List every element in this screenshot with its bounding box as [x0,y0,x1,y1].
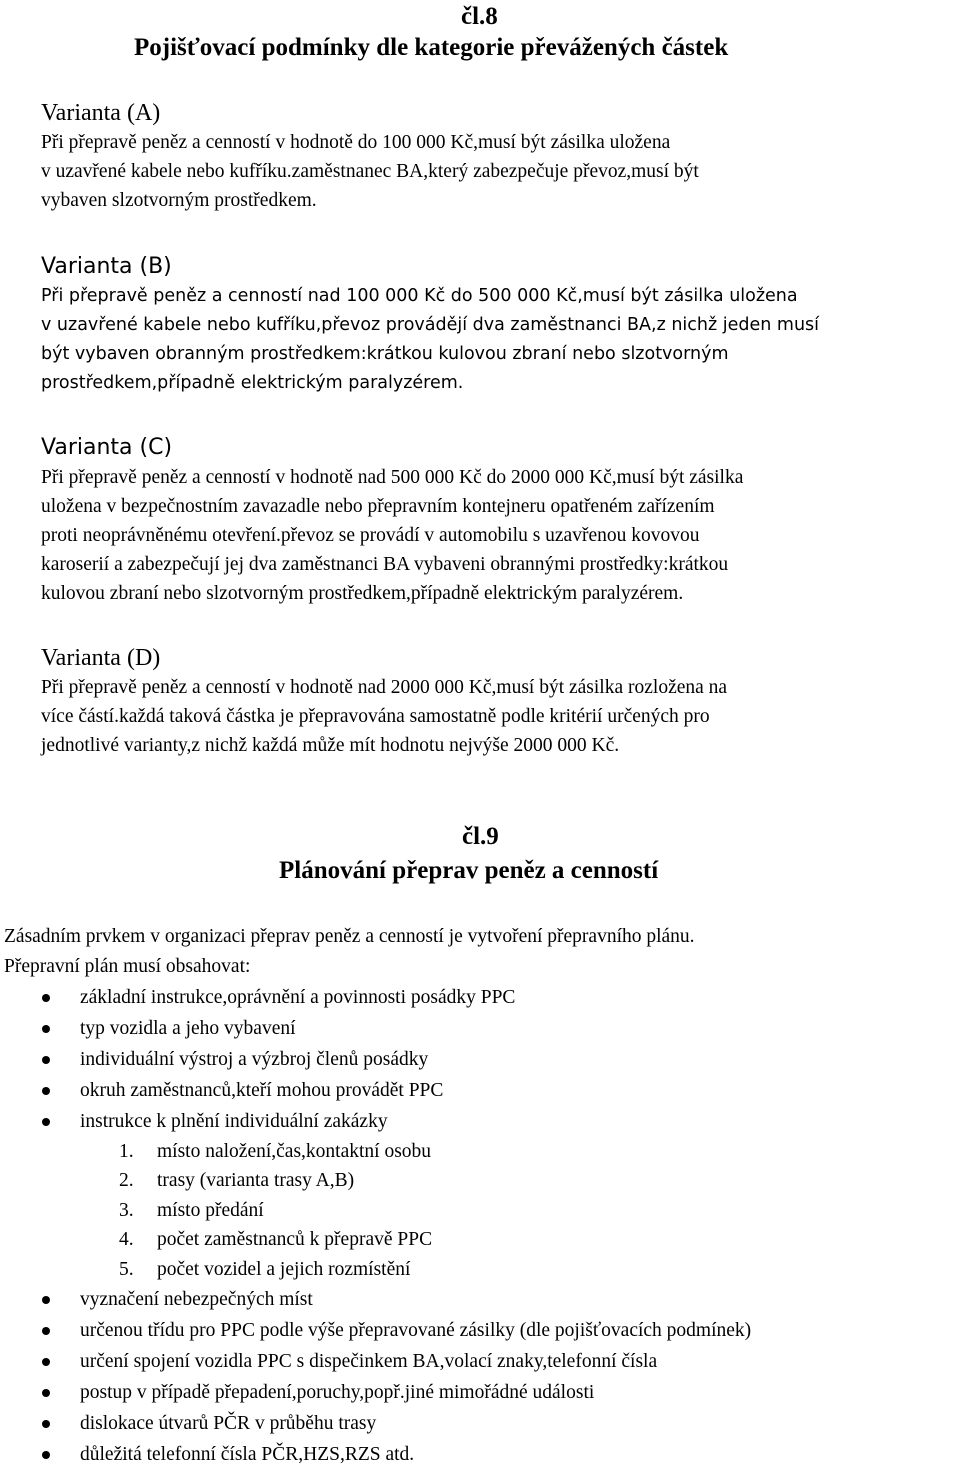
variant-b-section [41,252,956,398]
numbered-item-marker: 1. [119,1141,134,1162]
list-item [0,1346,960,1377]
bullet-icon [42,994,50,1002]
variant-a-heading: Varianta (A) [41,100,161,126]
list-item-text: důležitá telefonní čísla PČR,HZS,RZS atd. [80,1443,415,1465]
variant-c-section [41,433,956,608]
article-9-number: čl.9 [462,823,499,850]
list-item [0,1075,960,1106]
list-item-text: určení spojení vozidla PPC s dispečinkem BA,volací znaky,telefonní čísla [80,1350,658,1372]
bullet-icon [42,1087,50,1095]
variant-c-heading: Varianta (C) [41,435,173,460]
numbered-item-marker: 5. [119,1258,134,1280]
list-item [0,1044,960,1075]
numbered-item-marker: 2. [119,1170,134,1192]
numbered-item [0,1166,960,1195]
list-item [0,1439,960,1470]
numbered-item [0,1196,960,1225]
article-8-title: Pojišťovací podmínky dle kategorie převážených částek [134,34,729,61]
numbered-item-text: počet vozidel a jejich rozmístění [157,1258,411,1280]
bullet-icon [42,1025,50,1033]
list-item-text: základní instrukce,oprávnění a povinnosti posádky PPC [80,987,516,1008]
article-8-number: čl.8 [461,3,498,30]
variant-b-line: v uzavřené kabele nebo kufříku,převoz provádějí dva zaměstnanci BA,z nichž jeden musí [41,315,820,335]
list-item-text: instrukce k plnění individuální zakázky [80,1111,388,1132]
variant-a-line: Při přepravě peněz a cenností v hodnotě do 100 000 Kč,musí být zásilka uložena [41,132,671,153]
bullet-icon [42,1389,50,1397]
variant-a-section [41,98,956,215]
list-item [0,1106,960,1137]
plan-intro-text: Zásadním prvkem v organizaci přeprav peněz a cenností je vytvoření přepravního plánu. [4,926,695,947]
list-item-text: dislokace útvarů PČR v průběhu trasy [80,1412,377,1434]
variant-b-heading: Varianta (B) [41,254,172,279]
list-item-text: individuální výstroj a výzbroj členů posádky [80,1049,429,1070]
numbered-item [0,1255,960,1284]
variant-b-line: Při přepravě peněz a cenností nad 100 000 Kč do 500 000 Kč,musí být zásilka uložena [41,286,798,306]
list-item [0,982,960,1013]
bullet-icon [42,1358,50,1366]
variant-b-line: být vybaven obranným prostředkem:krátkou kulovou zbraní nebo slzotvorným [41,344,729,364]
numbered-item [0,1137,960,1166]
list-item [0,1284,960,1315]
variant-b-line: prostředkem,případně elektrickým paralyzérem. [41,373,464,393]
list-item [0,1377,960,1408]
list-item-text: postup v případě přepadení,poruchy,popř.jiné mimořádné události [80,1381,595,1403]
list-item-text: určenou třídu pro PPC podle výše přepravované zásilky (dle pojišťovacích podmínek) [80,1319,752,1341]
variant-c-line: karoserií a zabezpečují jej dva zaměstnanci BA vybaveni obrannými prostředky:krátkou [41,554,729,575]
bullet-icon [42,1118,50,1126]
bullet-icon [42,1327,50,1335]
variant-d-line: jednotlivé varianty,z nichž každá může mít hodnotu nejvýše 2000 000 Kč. [41,735,620,756]
article-9-title: Plánování přeprav peněz a cenností [279,857,659,884]
plan-intro-text: Přepravní plán musí obsahovat: [4,956,251,977]
numbered-item-text: počet zaměstnanců k přepravě PPC [157,1229,433,1251]
bullet-icon [42,1296,50,1304]
bullet-icon [42,1420,50,1428]
list-item-text: okruh zaměstnanců,kteří mohou provádět PPC [80,1080,444,1101]
variant-c-line: kulovou zbraní nebo slzotvorným prostředkem,případně elektrickým paralyzérem. [41,583,684,604]
variant-a-line: vybaven slzotvorným prostředkem. [41,190,317,211]
variant-a-line: v uzavřené kabele nebo kufříku.zaměstnanec BA,který zabezpečuje převoz,musí být [41,161,699,182]
list-item [0,1315,960,1346]
variant-d-heading: Varianta (D) [41,645,161,671]
numbered-item-text: trasy (varianta trasy A,B) [157,1170,355,1192]
list-item [0,1013,960,1044]
numbered-item-text: místo předání [157,1199,264,1221]
variant-d-line: Při přepravě peněz a cenností v hodnotě nad 2000 000 Kč,musí být zásilka rozložena na [41,677,728,698]
variant-d-section [41,643,956,760]
numbered-item-marker: 3. [119,1199,134,1221]
bullet-icon [42,1451,50,1459]
bullet-icon [42,1056,50,1064]
list-item [0,1408,960,1439]
variant-c-line: proti neoprávněnému otevření.převoz se provádí v automobilu s uzavřenou kovovou [41,525,700,546]
list-item-text: vyznačení nebezpečných míst [80,1288,313,1310]
numbered-item [0,1225,960,1254]
variant-c-line: Při přepravě peněz a cenností v hodnotě nad 500 000 Kč do 2000 000 Kč,musí být zásilka [41,467,744,488]
variant-d-line: více částí.každá taková částka je přepravována samostatně podle kritérií určených pro [41,706,710,727]
numbered-item-marker: 4. [119,1229,134,1251]
variant-c-line: uložena v bezpečnostním zavazadle nebo přepravním kontejneru opatřeném zařízením [41,496,715,517]
numbered-item-text: místo naložení,čas,kontaktní osobu [157,1141,432,1162]
list-item-text: typ vozidla a jeho vybavení [80,1018,296,1039]
plan-contents-list [0,982,960,1470]
